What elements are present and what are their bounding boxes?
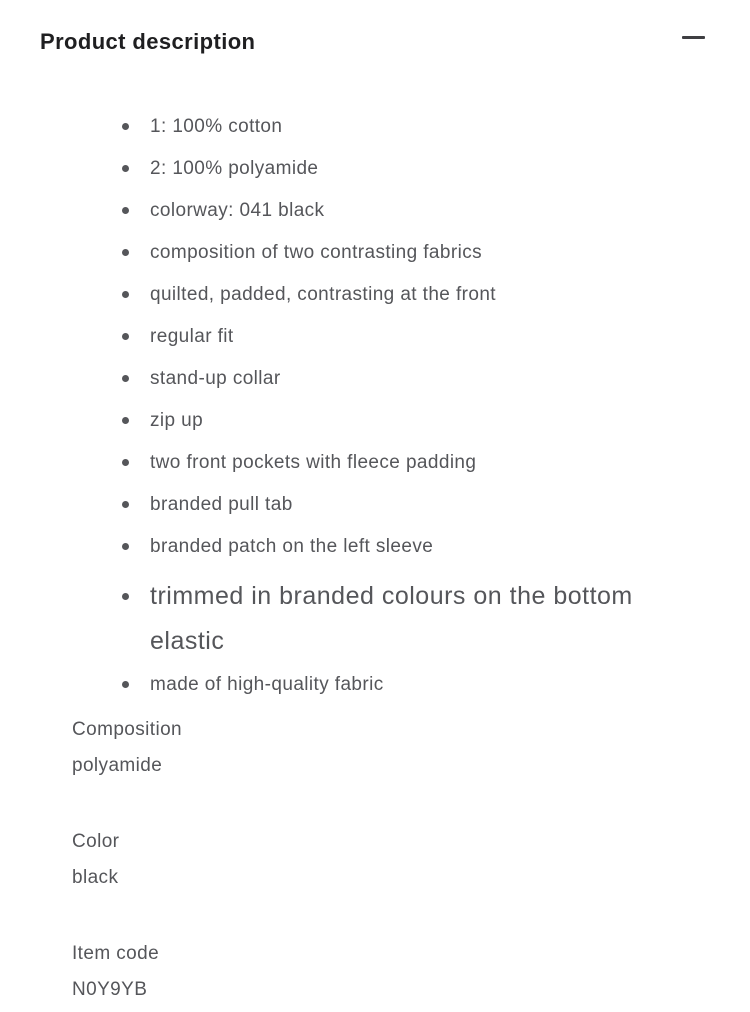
feature-list: [0, 112, 750, 700]
list-item: zip up: [150, 406, 710, 436]
page-title: Product description: [40, 29, 256, 54]
list-item: branded pull tab: [150, 490, 710, 520]
section-value: N0Y9YB: [72, 979, 148, 1000]
list-item: two front pockets with fleece padding: [150, 448, 710, 478]
detail-sections: [0, 712, 750, 1008]
list-item: trimmed in branded colours on the bottom elastic: [150, 574, 650, 664]
minimize-icon: [682, 36, 705, 39]
list-item: colorway: 041 black: [150, 196, 710, 226]
section-label: Item code: [72, 943, 160, 964]
list-item: branded patch on the left sleeve: [150, 532, 710, 562]
detail-section: [72, 936, 750, 1008]
section-label: Color: [72, 831, 120, 852]
panel-header: [0, 0, 750, 56]
list-item: stand-up collar: [150, 364, 710, 394]
list-item: 2: 100% polyamide: [150, 154, 710, 184]
section-value: polyamide: [72, 755, 163, 776]
minimize-button[interactable]: [682, 30, 706, 44]
list-item: regular fit: [150, 322, 710, 352]
section-label: Composition: [72, 719, 183, 740]
list-item: quilted, padded, contrasting at the front: [150, 280, 710, 310]
list-item: 1: 100% cotton: [150, 112, 710, 142]
list-item: made of high-quality fabric: [150, 670, 710, 700]
section-value: black: [72, 867, 119, 888]
detail-section: [72, 824, 750, 896]
detail-section: [72, 712, 750, 784]
list-item: composition of two contrasting fabrics: [150, 238, 710, 268]
